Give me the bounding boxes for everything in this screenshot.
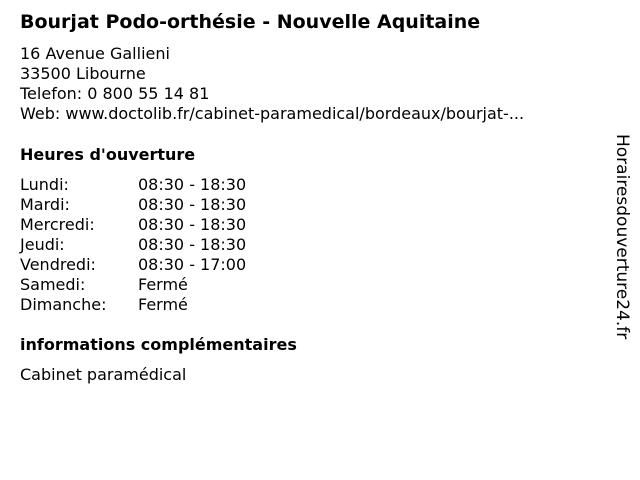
day-hours: Fermé [138, 275, 188, 294]
business-category: Cabinet paramédical [20, 365, 187, 384]
day-label: Dimanche: [20, 295, 107, 314]
day-label: Samedi: [20, 275, 86, 294]
address-street: 16 Avenue Gallieni [20, 44, 170, 63]
day-hours: 08:30 - 18:30 [138, 215, 247, 234]
web-line[interactable]: Web: www.doctolib.fr/cabinet-paramedical/bordeaux/bourjat-... [20, 104, 525, 123]
day-label: Jeudi: [20, 235, 65, 254]
day-label: Mardi: [20, 195, 70, 214]
phone-line: Telefon: 0 800 55 14 81 [20, 84, 210, 103]
day-hours: 08:30 - 17:00 [138, 255, 247, 274]
day-hours: 08:30 - 18:30 [138, 175, 247, 194]
site-watermark: Horairesdouverture24.fr [612, 134, 632, 340]
day-hours: 08:30 - 18:30 [138, 195, 247, 214]
address-city: 33500 Libourne [20, 64, 146, 83]
day-label: Vendredi: [20, 255, 96, 274]
day-hours: 08:30 - 18:30 [138, 235, 247, 254]
opening-hours-heading: Heures d'ouverture [20, 145, 196, 164]
day-label: Mercredi: [20, 215, 95, 234]
contact-block [20, 44, 524, 124]
day-hours: Fermé [138, 295, 188, 314]
day-label: Lundi: [20, 175, 69, 194]
additional-info-heading: informations complémentaires [20, 335, 297, 354]
business-name: Bourjat Podo-orthésie - Nouvelle Aquitaine [20, 11, 481, 33]
